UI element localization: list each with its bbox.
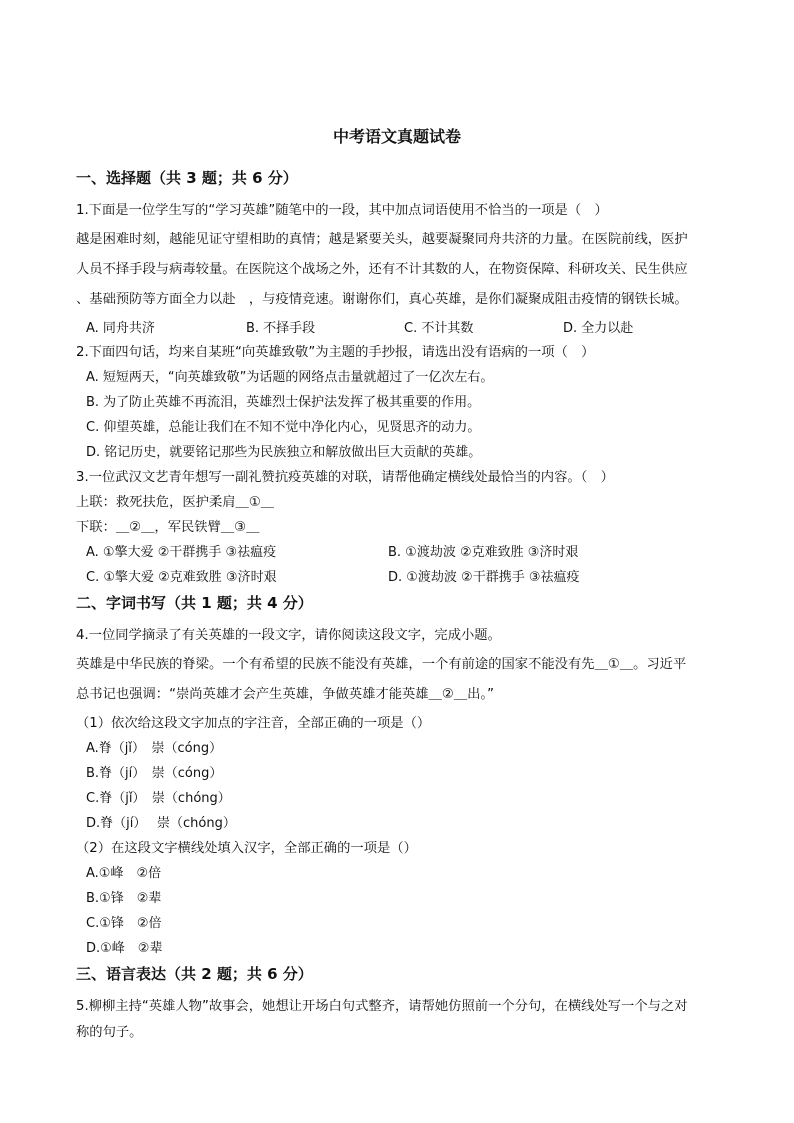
question-stem-continued: 称的句子。	[76, 1025, 143, 1040]
option-b: B.①锋 ②辈	[86, 891, 162, 906]
page-title: 中考语文真题试卷	[332, 127, 461, 146]
option-d: D. 铭记历史，就要铭记那些为民族独立和解放做出巨大贡献的英雄。	[86, 445, 482, 460]
option-a: A.脊（jǐ） 崇（cóng）	[86, 741, 223, 756]
option-a: A.①峰 ②倍	[86, 866, 162, 881]
question-stem: 4.一位同学摘录了有关英雄的一段文字，请你阅读这段文字，完成小题。	[76, 628, 501, 643]
passage-line: 、基础预防等方面全力以赴 ，与疫情竞速。谢谢你们，真心英雄，是你们凝聚成阻击疫情的钢铁长城。	[76, 292, 688, 307]
option-c: C.①锋 ②倍	[86, 916, 162, 931]
passage-line: 英雄是中华民族的脊梁。一个有希望的民族不能没有英雄，一个有前途的国家不能没有先＿①＿。习近平	[76, 657, 687, 672]
option-b: B. ①渡劫波 ②克难致胜 ③济时艰	[388, 545, 579, 560]
option-a: A. ①擎大爱 ②干群携手 ③祛瘟疫	[86, 545, 277, 560]
question-stem: 1.下面是一位学生写的“学习英雄”随笔中的一段，其中加点词语使用不恰当的一项是（ ）	[76, 203, 608, 218]
option-b: B. 为了防止英雄不再流泪，英雄烈士保护法发挥了极其重要的作用。	[86, 395, 481, 410]
option-c: C. 不计其数	[404, 321, 474, 336]
passage-line: 人员不择手段与病毒较量。在医院这个战场之外，还有不计其数的人，在物资保障、科研攻关、民生供应	[76, 262, 688, 277]
option-d: D.①峰 ②辈	[86, 941, 163, 956]
passage-line: 越是困难时刻，越能见证守望相助的真情；越是紧要关头，越要凝聚同舟共济的力量。在医院前线，医护	[76, 232, 688, 247]
option-c: C.脊（jǐ） 崇（chóng）	[86, 791, 231, 806]
option-b: B.脊（jí） 崇（cóng）	[86, 766, 223, 781]
question-stem: 3.一位武汉文艺青年想写一副礼赞抗疫英雄的对联，请帮他确定横线处最恰当的内容。（ ）	[76, 470, 614, 485]
option-d: D. ①渡劫波 ②干群携手 ③祛瘟疫	[388, 570, 580, 585]
question-stem: 5.柳柳主持“英雄人物”故事会，她想让开场白句式整齐，请帮她仿照前一个分句，在横线处写一个与之对	[76, 999, 688, 1014]
option-d: D.脊（jí） 崇（chóng）	[86, 816, 236, 831]
option-d: D. 全力以赴	[563, 321, 634, 336]
option-b: B. 不择手段	[246, 321, 316, 336]
question-stem: 2.下面四句话，均来自某班“向英雄致敬”为主题的手抄报，请选出没有语病的一项（ ）	[76, 345, 595, 360]
option-a: A. 短短两天，“向英雄致敬”为话题的网络点击量就超过了一亿次左右。	[86, 370, 494, 385]
section-heading: 二、字词书写（共 1 题；共 4 分）	[76, 594, 313, 612]
option-c: C. 仰望英雄，总能让我们在不知不觉中净化内心，见贤思齐的动力。	[86, 420, 481, 435]
couplet-lower: 下联：＿②＿，军民铁臂＿③＿	[76, 520, 260, 535]
section-heading: 三、语言表达（共 2 题；共 6 分）	[76, 965, 313, 983]
sub-question: （2）在这段文字横线处填入汉字，全部正确的一项是（）	[76, 841, 417, 856]
option-a: A. 同舟共济	[86, 321, 155, 336]
section-heading: 一、选择题（共 3 题；共 6 分）	[76, 169, 298, 187]
option-c: C. ①擎大爱 ②克难致胜 ③济时艰	[86, 570, 277, 585]
couplet-upper: 上联：救死扶危，医护柔肩＿①＿	[76, 495, 275, 510]
passage-line: 总书记也强调：“崇尚英雄才会产生英雄，争做英雄才能英雄＿②＿出。”	[76, 687, 494, 702]
sub-question: （1）依次给这段文字加点的字注音，全部正确的一项是（）	[76, 716, 431, 731]
